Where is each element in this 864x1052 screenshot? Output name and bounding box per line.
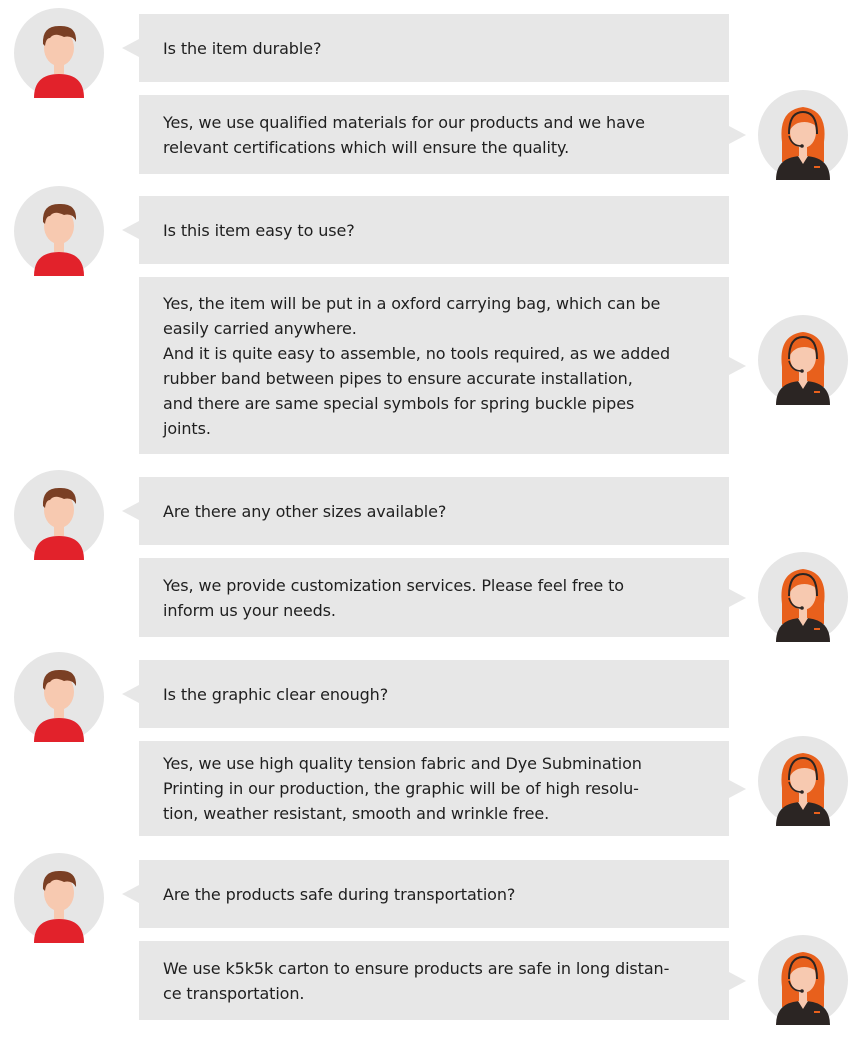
customer-message-bubble (139, 660, 729, 728)
support-agent-avatar-icon (758, 90, 848, 180)
customer-avatar-icon (14, 652, 104, 742)
bubble-tail (729, 126, 746, 144)
message-text: We use k5k5k carton to ensure products are safe in long distan- ce transportation. (163, 958, 670, 1003)
message-text: Are the products safe during transportation? (163, 884, 516, 904)
customer-avatar-icon (14, 8, 104, 98)
message-text: Is the graphic clear enough? (163, 684, 389, 704)
support-agent-avatar-icon (758, 736, 848, 826)
customer-message-bubble (139, 196, 729, 264)
customer-avatar-icon (14, 186, 104, 276)
message-text: Yes, we use qualified materials for our products and we have relevant certifications which will ensure the quality. (163, 112, 645, 157)
bubble-tail (729, 972, 746, 990)
agent-message-bubble (139, 277, 729, 454)
bubble-tail (729, 589, 746, 607)
support-agent-avatar-icon (758, 552, 848, 642)
customer-message-bubble (139, 477, 729, 545)
message-text: Is this item easy to use? (163, 220, 355, 240)
support-agent-avatar-icon (758, 315, 848, 405)
bubble-tail (122, 221, 139, 239)
agent-message-bubble (139, 95, 729, 174)
bubble-tail (729, 357, 746, 375)
agent-message-bubble (139, 941, 729, 1020)
message-text: Is the item durable? (163, 38, 322, 58)
bubble-tail (122, 39, 139, 57)
bubble-tail (122, 502, 139, 520)
bubble-tail (122, 885, 139, 903)
customer-avatar-icon (14, 853, 104, 943)
bubble-tail (729, 780, 746, 798)
message-text: Yes, we use high quality tension fabric and Dye Submination Printing in our production, the graphic will be of high resolu- tion, weather resistant, smooth and wrinkle free. (163, 754, 642, 823)
agent-message-bubble (139, 558, 729, 637)
customer-avatar-icon (14, 470, 104, 560)
message-text: Yes, the item will be put in a oxford carrying bag, which can be easily carried anywhere. And it is quite easy to assemble, no tools required, as we added rubber band between pipes to ensure accurate installation, and there are same special symbols for spring buckle pipes joints. (163, 293, 671, 438)
message-text: Yes, we provide customization services. Please feel free to inform us your needs. (163, 575, 624, 620)
customer-message-bubble (139, 860, 729, 928)
support-agent-avatar-icon (758, 935, 848, 1025)
agent-message-bubble (139, 741, 729, 836)
bubble-tail (122, 685, 139, 703)
message-text: Are there any other sizes available? (163, 501, 447, 521)
customer-message-bubble (139, 14, 729, 82)
